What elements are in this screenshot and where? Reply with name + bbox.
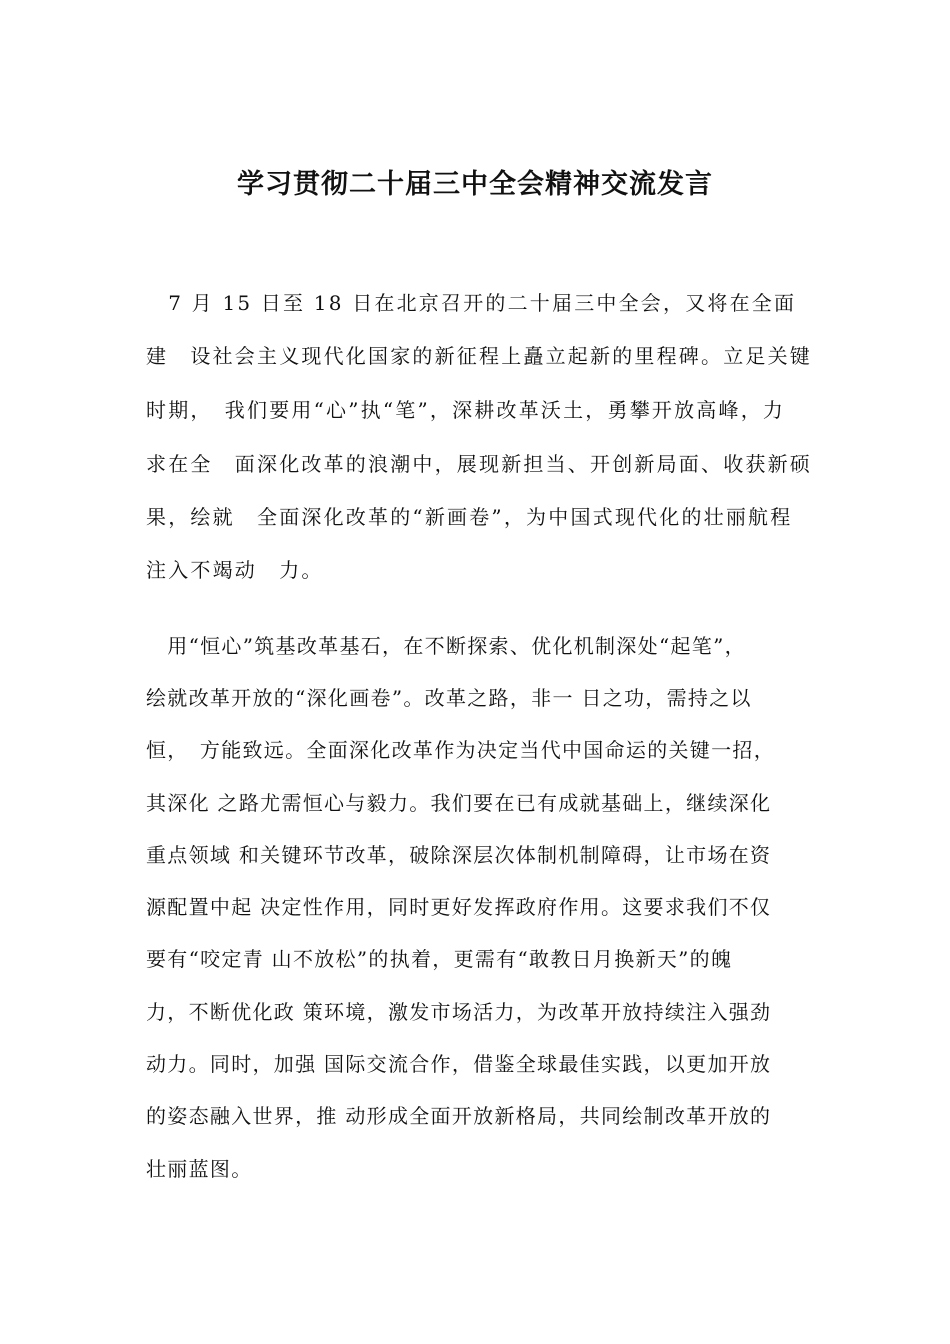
paragraph-line: 力，不断优化政 策环境，激发市场活力，为改革开放持续注入强劲 [146, 1000, 772, 1024]
paragraph-line: 时期， 我们要用“心”执“笔”，深耕改革沃土，勇攀开放高峰，力 [146, 398, 786, 422]
paragraph-line: 建 设社会主义现代化国家的新征程上矗立起新的里程碑。立足关键 [146, 344, 812, 368]
paragraph-line: 果，绘就 全面深化改革的“新画卷”，为中国式现代化的壮丽航程 [146, 505, 793, 529]
paragraph-line: 源配置中起 决定性作用，同时更好发挥政府作用。这要求我们不仅 [146, 895, 772, 919]
paragraph-line: 7 月 15 日至 18 日在北京召开的二十届三中全会，又将在全面 [146, 291, 797, 315]
paragraph-line: 求在全 面深化改革的浪潮中，展现新担当、开创新局面、收获新硕 [146, 452, 812, 476]
paragraph-line: 壮丽蓝图。 [146, 1157, 253, 1181]
paragraph-line: 恒， 方能致远。全面深化改革作为决定当代中国命运的关键一招， [146, 738, 775, 762]
document-title: 学习贯彻二十届三中全会精神交流发言 [237, 169, 713, 200]
paragraph-line: 注入不竭动 力。 [146, 558, 324, 582]
paragraph-line: 动力。同时，加强 国际交流合作，借鉴全球最佳实践，以更加开放 [146, 1052, 772, 1076]
paragraph-line: 的姿态融入世界，推 动形成全面开放新格局，共同绘制改革开放的 [146, 1104, 772, 1128]
paragraph-line: 要有“咬定青 山不放松”的执着，更需有“敢教日月换新天”的魄 [146, 947, 733, 971]
paragraph-line: 其深化 之路尤需恒心与毅力。我们要在已有成就基础上，继续深化 [146, 791, 772, 815]
paragraph-line: 绘就改革开放的“深化画卷”。改革之路，非一 日之功，需持之以 [146, 686, 752, 710]
paragraph-line: 用“恒心”筑基改革基石，在不断探索、优化机制深处“起笔”， [146, 634, 746, 658]
paragraph-line: 重点领域 和关键环节改革，破除深层次体制机制障碍，让市场在资 [146, 843, 772, 867]
